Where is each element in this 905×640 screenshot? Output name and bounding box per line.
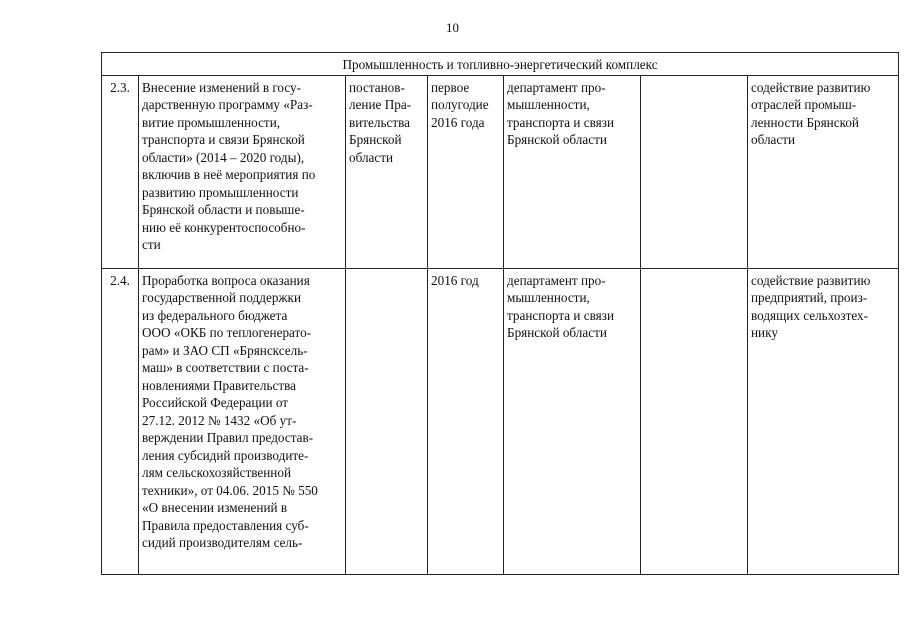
section-header-row bbox=[102, 53, 899, 76]
item-number: 2.4. bbox=[102, 268, 139, 574]
document-cell bbox=[346, 268, 428, 574]
section-title: Промышленность и топливно-энергетический комплекс bbox=[102, 53, 899, 76]
executor-cell: департамент про- мышленности, транспорта и связи Брянской области bbox=[504, 75, 641, 268]
plan-table bbox=[101, 52, 899, 575]
table-row bbox=[102, 75, 899, 268]
co-executor-cell bbox=[641, 75, 748, 268]
result-cell: содействие развитию предприятий, произ- водящих сельхозтех- нику bbox=[748, 268, 899, 574]
co-executor-cell bbox=[641, 268, 748, 574]
executor-cell: департамент про- мышленности, транспорта и связи Брянской области bbox=[504, 268, 641, 574]
deadline-cell: 2016 год bbox=[428, 268, 504, 574]
table-row bbox=[102, 268, 899, 574]
document-cell: постанов- ление Пра- вительства Брянской области bbox=[346, 75, 428, 268]
item-number: 2.3. bbox=[102, 75, 139, 268]
page-number: 10 bbox=[446, 20, 459, 35]
measure-cell: Внесение изменений в госу- дарственную программу «Раз- витие промышленности, транспорта и связи Брянской области» (2014 – 2020 годы), включив в неё мероприятия по развитию промышленности Брянской области и повыше- нию её конкурентоспособно- сти bbox=[139, 75, 346, 268]
measure-cell: Проработка вопроса оказания государственной поддержки из федерального бюджета ООО «ОКБ по теплогенерато- рам» и ЗАО СП «Брянсксель- маш» в соответствии с поста- новлениями Правительства Российской Федерации от 27.12. 2012 № 1432 «Об ут- верждении Правил предостав- ления субсидий производите- лям сельскохозяйственной техники», от 04.06. 2015 № 550 «О внесении изменений в Правила предоставления суб- сидий производителям сель- bbox=[139, 268, 346, 574]
result-cell: содействие развитию отраслей промыш- ленности Брянской области bbox=[748, 75, 899, 268]
deadline-cell: первое полугодие 2016 года bbox=[428, 75, 504, 268]
